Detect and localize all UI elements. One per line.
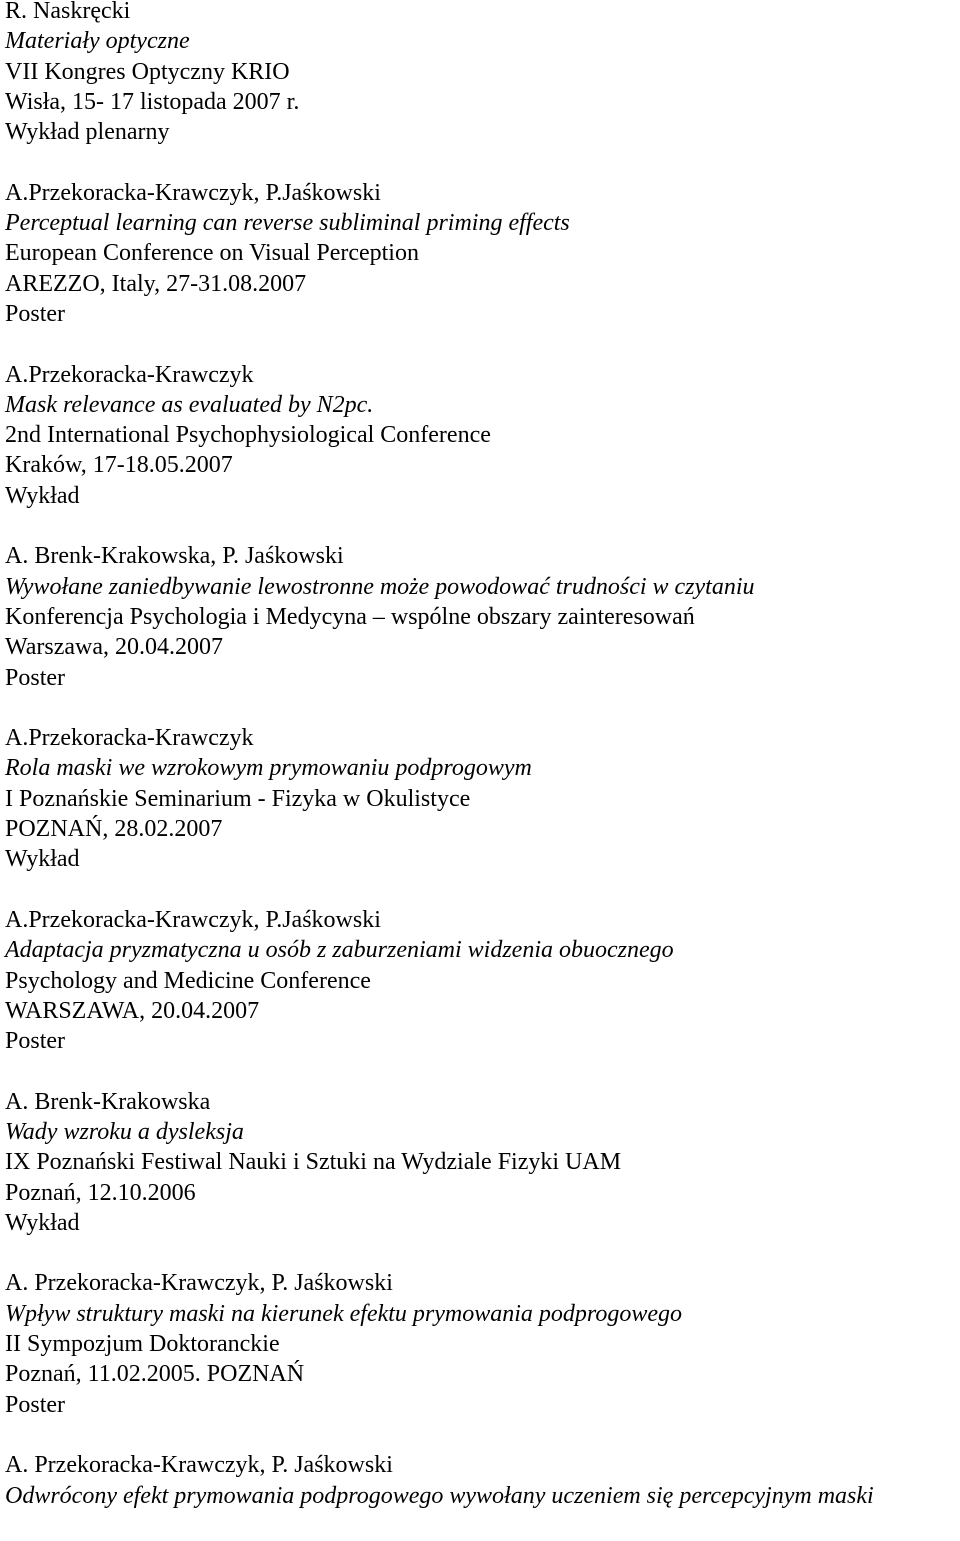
entry-place-date: Poznań, 12.10.2006 bbox=[5, 1179, 196, 1206]
entry-type: Wykład bbox=[5, 846, 80, 873]
entry-title: Wpływ struktury maski na kierunek efektu prymowania podprogowego bbox=[5, 1300, 682, 1327]
entry-authors: A.Przekoracka-Krawczyk bbox=[5, 725, 254, 752]
entry-authors: A.Przekoracka-Krawczyk, P.Jaśkowski bbox=[5, 179, 381, 206]
publication-entry bbox=[5, 0, 955, 147]
publication-entry bbox=[5, 1268, 955, 1419]
publication-entry bbox=[5, 1087, 955, 1238]
entry-place-date: WARSZAWA, 20.04.2007 bbox=[5, 997, 260, 1024]
entry-place-date: Wisła, 15- 17 listopada 2007 r. bbox=[5, 88, 300, 115]
entry-title: Mask relevance as evaluated by N2pc. bbox=[5, 391, 374, 418]
entry-title: Adaptacja pryzmatyczna u osób z zaburzeniami widzenia obuocznego bbox=[5, 937, 674, 964]
entry-authors: A. Brenk-Krakowska, P. Jaśkowski bbox=[5, 543, 344, 570]
entry-authors: R. Naskręcki bbox=[5, 0, 131, 24]
entry-title: Rola maski we wzrokowym prymowaniu podprogowym bbox=[5, 755, 532, 782]
entry-title: Wywołane zaniedbywanie lewostronne może powodować trudności w czytaniu bbox=[5, 573, 755, 600]
publication-entry bbox=[5, 541, 955, 692]
entry-type: Poster bbox=[5, 1028, 65, 1055]
entry-event: IX Poznański Festiwal Nauki i Sztuki na Wydziale Fizyki UAM bbox=[5, 1149, 622, 1176]
publication-list bbox=[5, 0, 955, 1541]
entry-place-date: Poznań, 11.02.2005. POZNAŃ bbox=[5, 1361, 305, 1388]
entry-title: Perceptual learning can reverse subliminal priming effects bbox=[5, 210, 570, 237]
entry-type: Wykład bbox=[5, 1209, 80, 1236]
entry-type: Wykład plenarny bbox=[5, 119, 170, 146]
entry-type: Poster bbox=[5, 1391, 65, 1418]
entry-event: I Poznańskie Seminarium - Fizyka w Okulistyce bbox=[5, 785, 471, 812]
entry-event: VII Kongres Optyczny KRIO bbox=[5, 58, 290, 85]
entry-place-date: POZNAŃ, 28.02.2007 bbox=[5, 816, 223, 843]
entry-title: Odwrócony efekt prymowania podprogowego wywołany uczeniem się percepcyjnym maski bbox=[5, 1482, 874, 1509]
entry-type: Wykład bbox=[5, 482, 80, 509]
entry-place-date: AREZZO, Italy, 27-31.08.2007 bbox=[5, 270, 307, 297]
entry-event: 2nd International Psychophysiological Conference bbox=[5, 422, 491, 449]
publication-entry bbox=[5, 178, 955, 329]
entry-event: Psychology and Medicine Conference bbox=[5, 967, 371, 994]
entry-event: Konferencja Psychologia i Medycyna – wspólne obszary zainteresowań bbox=[5, 603, 695, 630]
publication-entry bbox=[5, 360, 955, 511]
entry-type: Poster bbox=[5, 300, 65, 327]
entry-event: European Conference on Visual Perception bbox=[5, 240, 419, 267]
entry-place-date: Warszawa, 20.04.2007 bbox=[5, 634, 224, 661]
entry-authors: A.Przekoracka-Krawczyk, P.Jaśkowski bbox=[5, 906, 381, 933]
entry-event: II Sympozjum Doktoranckie bbox=[5, 1331, 280, 1358]
entry-authors: A. Przekoracka-Krawczyk, P. Jaśkowski bbox=[5, 1270, 393, 1297]
entry-place-date: Kraków, 17-18.05.2007 bbox=[5, 452, 233, 479]
entry-type: Poster bbox=[5, 664, 65, 691]
publication-entry bbox=[5, 723, 955, 874]
entry-authors: A.Przekoracka-Krawczyk bbox=[5, 361, 254, 388]
publication-entry bbox=[5, 905, 955, 1056]
entry-authors: A. Przekoracka-Krawczyk, P. Jaśkowski bbox=[5, 1452, 393, 1479]
entry-title: Materiały optyczne bbox=[5, 28, 190, 55]
entry-title: Wady wzroku a dysleksja bbox=[5, 1118, 244, 1145]
publication-entry bbox=[5, 1450, 955, 1511]
entry-authors: A. Brenk-Krakowska bbox=[5, 1088, 211, 1115]
